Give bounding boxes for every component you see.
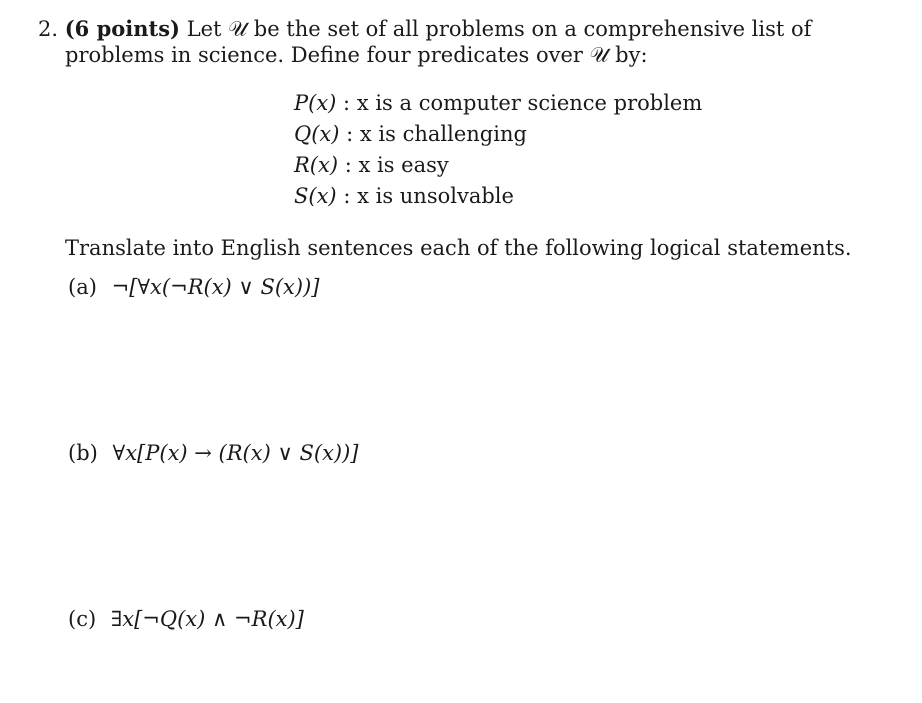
problem-intro-text: Let 𝒰 be the set of all problems on a comprehensive list of problems in science. Define four predicates over 𝒰 by: bbox=[65, 17, 812, 67]
problem-points: (6 points) bbox=[64, 16, 180, 41]
problem-intro bbox=[38, 16, 900, 68]
predicate-symbol: S(x) bbox=[294, 184, 337, 208]
statement-b bbox=[68, 440, 359, 466]
predicate-symbol: Q(x) bbox=[294, 122, 340, 146]
problem-block bbox=[38, 16, 900, 631]
problem-number: 2. bbox=[38, 17, 59, 41]
statement-formula: ¬[∀x(¬R(x) ∨ S(x))] bbox=[111, 275, 320, 299]
predicate-symbol: R(x) bbox=[294, 153, 339, 177]
predicate-row-s: S(x) : x is unsolvable bbox=[294, 184, 514, 208]
predicate-description: x is easy bbox=[358, 153, 449, 177]
predicate-description: x is unsolvable bbox=[357, 184, 514, 208]
predicate-row-r: R(x) : x is easy bbox=[294, 153, 449, 177]
statement-label: (b) bbox=[68, 441, 98, 465]
statement-formula: ∃x[¬Q(x) ∧ ¬R(x)] bbox=[110, 607, 304, 631]
statement-label: (a) bbox=[68, 275, 97, 299]
predicate-row-p: P(x) : x is a computer science problem bbox=[294, 91, 703, 115]
predicate-description: x is challenging bbox=[359, 122, 527, 146]
predicate-description: x is a computer science problem bbox=[356, 91, 703, 115]
statement-label: (c) bbox=[68, 607, 97, 631]
instruction-text: Translate into English sentences each of the following logical statements. bbox=[65, 236, 852, 260]
statement-a bbox=[68, 274, 319, 300]
statement-c bbox=[68, 606, 304, 632]
predicate-definitions bbox=[294, 88, 702, 212]
statement-formula: ∀x[P(x) → (R(x) ∨ S(x))] bbox=[112, 441, 359, 465]
predicate-symbol: P(x) bbox=[294, 91, 337, 115]
predicate-row-q: Q(x) : x is challenging bbox=[294, 122, 527, 146]
